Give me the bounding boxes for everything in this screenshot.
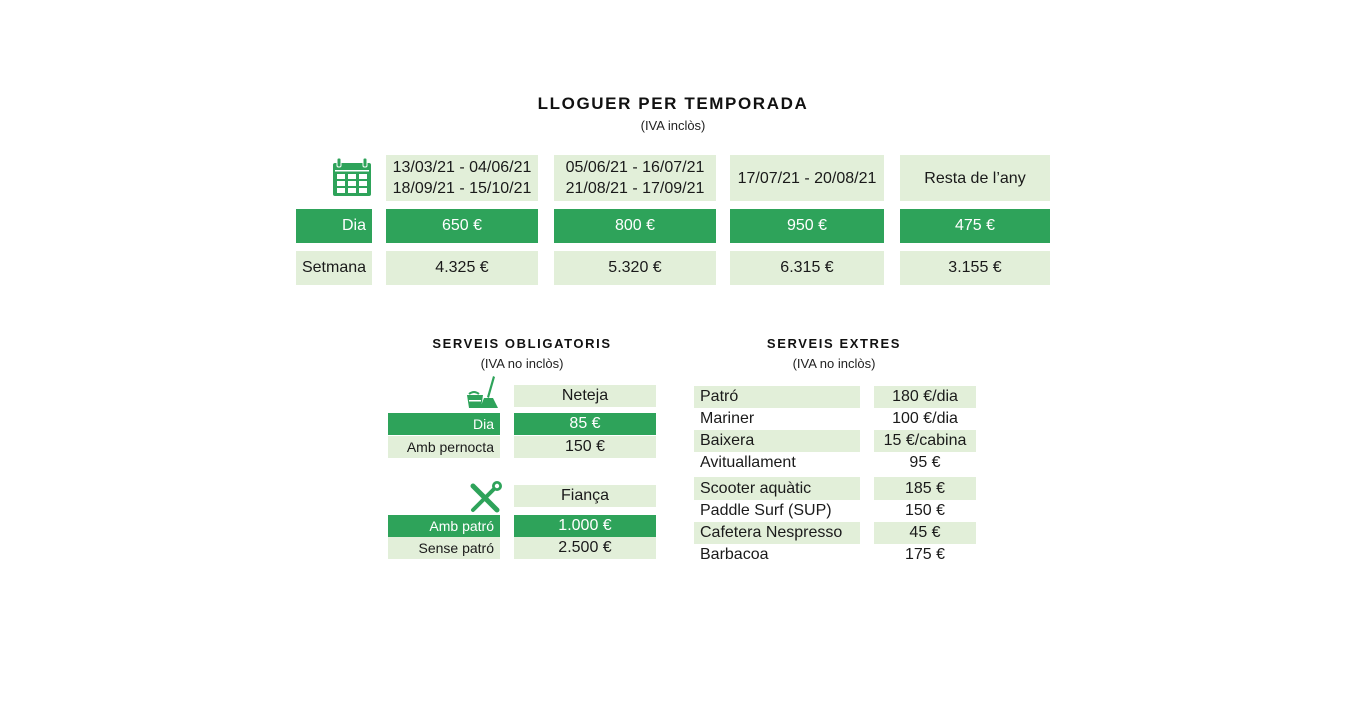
- season-dates-line: 05/06/21 - 16/07/21: [565, 159, 705, 176]
- week-price: 6.315 €: [730, 251, 884, 285]
- extra-service-name: Avituallament: [700, 454, 796, 471]
- extra-service-price: 95 €: [909, 454, 941, 471]
- mandatory-title: SERVEIS OBLIGATORIS: [432, 336, 612, 351]
- deposit-row-value: 2.500 €: [514, 537, 656, 559]
- cleaning-row-value: 85 €: [514, 413, 656, 435]
- season-header: [730, 155, 884, 201]
- deposit-row-value: 1.000 €: [514, 515, 656, 537]
- extra-service-price: 180 €/dia: [874, 386, 976, 408]
- season-header: [554, 155, 716, 201]
- season-dates-line: 13/03/21 - 04/06/21: [392, 159, 532, 176]
- cleaning-row-label: Amb pernocta: [388, 436, 500, 458]
- season-dates-line: 18/09/21 - 15/10/21: [392, 180, 532, 197]
- rental-title: LLOGUER PER TEMPORADA: [537, 94, 809, 113]
- week-price: 3.155 €: [900, 251, 1050, 285]
- day-price: 475 €: [900, 209, 1050, 243]
- week-price: 5.320 €: [554, 251, 716, 285]
- extras-subtitle: (IVA no inclòs): [792, 356, 876, 371]
- extra-service-price: 15 €/cabina: [874, 430, 976, 452]
- extra-service-name: Baixera: [694, 430, 860, 452]
- season-header: [900, 155, 1050, 201]
- day-price: 950 €: [730, 209, 884, 243]
- week-price: 4.325 €: [386, 251, 538, 285]
- cleaning-row-value: 150 €: [514, 436, 656, 458]
- wrench-screwdriver-icon: [468, 481, 502, 515]
- extra-service-name: Mariner: [700, 410, 755, 427]
- extra-service-name: Paddle Surf (SUP): [700, 502, 832, 519]
- extra-service-price: 185 €: [874, 477, 976, 500]
- rental-subtitle: (IVA inclòs): [640, 118, 706, 133]
- deposit-row-label: Amb patró: [388, 515, 500, 537]
- mandatory-subtitle: (IVA no inclòs): [480, 356, 564, 371]
- week-row-label: Setmana: [296, 251, 372, 285]
- extra-service-price: 100 €/dia: [892, 410, 958, 427]
- day-row-label: Dia: [296, 209, 372, 243]
- extra-service-name: Scooter aquàtic: [694, 477, 860, 500]
- cleaning-bucket-broom-icon: [466, 374, 502, 410]
- extras-title: SERVEIS EXTRES: [766, 336, 902, 351]
- day-price: 650 €: [386, 209, 538, 243]
- extra-service-name: Cafetera Nespresso: [694, 522, 860, 544]
- season-dates-line: Resta de l’any: [924, 169, 1026, 187]
- season-dates-line: 21/08/21 - 17/09/21: [565, 180, 705, 197]
- deposit-row-label: Sense patró: [388, 537, 500, 559]
- calendar-icon: [332, 157, 372, 197]
- extra-service-price: 45 €: [874, 522, 976, 544]
- extra-service-price: 150 €: [904, 502, 946, 519]
- season-header: [386, 155, 538, 201]
- extra-service-name: Patró: [694, 386, 860, 408]
- deposit-header: Fiança: [514, 485, 656, 507]
- season-dates-line: 17/07/21 - 20/08/21: [737, 169, 877, 187]
- day-price: 800 €: [554, 209, 716, 243]
- cleaning-header: Neteja: [514, 385, 656, 407]
- extra-service-price: 175 €: [904, 546, 946, 563]
- extra-service-name: Barbacoa: [700, 546, 769, 563]
- cleaning-row-label: Dia: [388, 413, 500, 435]
